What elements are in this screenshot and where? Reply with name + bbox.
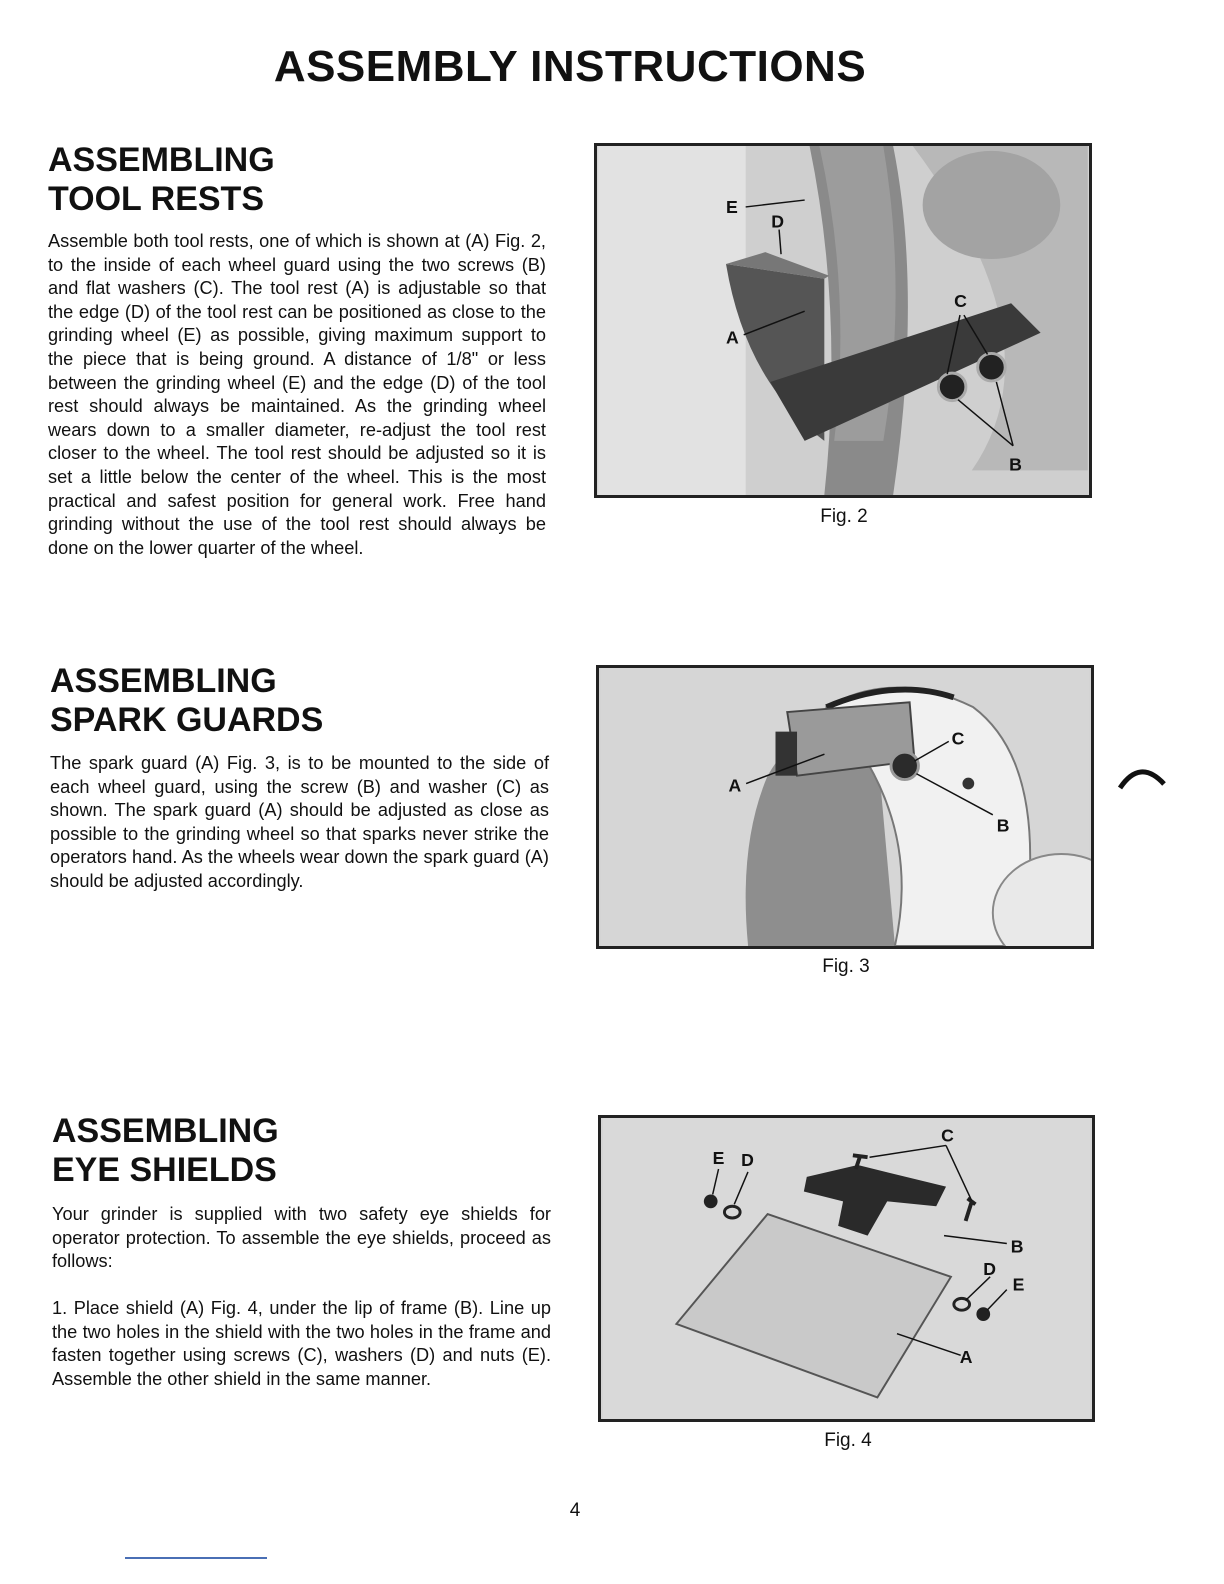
section-title-line2: EYE SHIELDS <box>52 1151 277 1189</box>
page-title: ASSEMBLY INSTRUCTIONS <box>273 42 867 91</box>
fig4-label-d-left: D <box>741 1150 754 1171</box>
section-body-eye-shields: Your grinder is supplied with two safety eye shields for operator protection. To assemble the eye shields, proceed as follows: <box>52 1204 551 1272</box>
fig2-label-c: C <box>954 291 967 312</box>
fig4-label-e-left: E <box>712 1148 725 1169</box>
page-number: 4 <box>569 1500 581 1521</box>
fig4-label-d-right: D <box>983 1258 997 1279</box>
fig2-label-a: A <box>726 327 739 348</box>
figure-2-photo <box>594 143 1092 498</box>
section-title-line1: ASSEMBLING <box>50 662 277 700</box>
fig4-label-e-right: E <box>1012 1274 1025 1295</box>
fig4-label-b: B <box>1010 1236 1024 1257</box>
figure-2-illustration <box>597 146 1089 495</box>
fig4-label-a: A <box>959 1347 973 1368</box>
section-title-tool-rests <box>48 141 275 219</box>
section-title-line1: ASSEMBLING <box>48 141 275 179</box>
bottom-rule <box>125 1557 267 1559</box>
section-step-eye-shields: 1. Place shield (A) Fig. 4, under the lip of frame (B). Line up the two holes in the shield with the two holes in the frame and fasten together using screws (C), washers (D) and nuts (E). Assemble the other shield in the same manner. <box>52 1298 551 1389</box>
figure-3-caption: Fig. 3 <box>822 956 870 977</box>
figure-2-caption: Fig. 2 <box>820 506 868 527</box>
section-title-spark-guards <box>50 662 323 740</box>
section-body-tool-rests: Assemble both tool rests, one of which is shown at (A) Fig. 2, to the inside of each wheel guard using the two screws (B) and flat washers (C). The tool rest (A) is adjustable so that the edge (D) of the tool rest can be positioned as close to the grinding wheel (E) as possible, giving maximum support to the piece that is being ground. A distance of 1/8" or less between the grinding wheel (E) and the edge (D) of the tool rest should always be maintained. As the grinding wheel wears down to a smaller diameter, re-adjust the tool rest closer to the wheel. The tool rest should be adjusted so it is set a little below the center of the wheel. This is the most practical and safest position for general work. Free hand grinding without the use of the tool rest should always be done on the lower quarter of the wheel. <box>48 231 546 558</box>
figure-3-illustration <box>599 668 1091 946</box>
figure-4-caption: Fig. 4 <box>824 1430 872 1451</box>
fig2-label-b: B <box>1009 454 1022 475</box>
fig3-label-a: A <box>728 775 742 796</box>
section-body-spark-guards: The spark guard (A) Fig. 3, is to be mounted to the side of each wheel guard, using the screw (B) and washer (C) as shown. The spark guard (A) should be adjusted as close as possible to the grinding wheel so that sparks never strike the operators hand. As the wheels wear down the spark guard (A) should be adjusted accordingly. <box>50 753 549 891</box>
figure-3-photo <box>596 665 1094 949</box>
figure-4-illustration <box>601 1118 1092 1419</box>
fig4-label-c: C <box>941 1125 954 1146</box>
figure-4-photo <box>598 1115 1095 1422</box>
fig2-label-d: D <box>771 211 785 232</box>
page-edge-mark <box>1118 760 1168 790</box>
section-title-line1: ASSEMBLING <box>52 1112 279 1150</box>
fig3-label-b: B <box>996 815 1010 836</box>
fig3-label-c: C <box>951 728 965 749</box>
section-title-line2: TOOL RESTS <box>48 180 265 218</box>
fig2-label-e: E <box>726 196 738 217</box>
section-title-eye-shields <box>52 1112 279 1190</box>
section-title-line2: SPARK GUARDS <box>50 701 324 739</box>
